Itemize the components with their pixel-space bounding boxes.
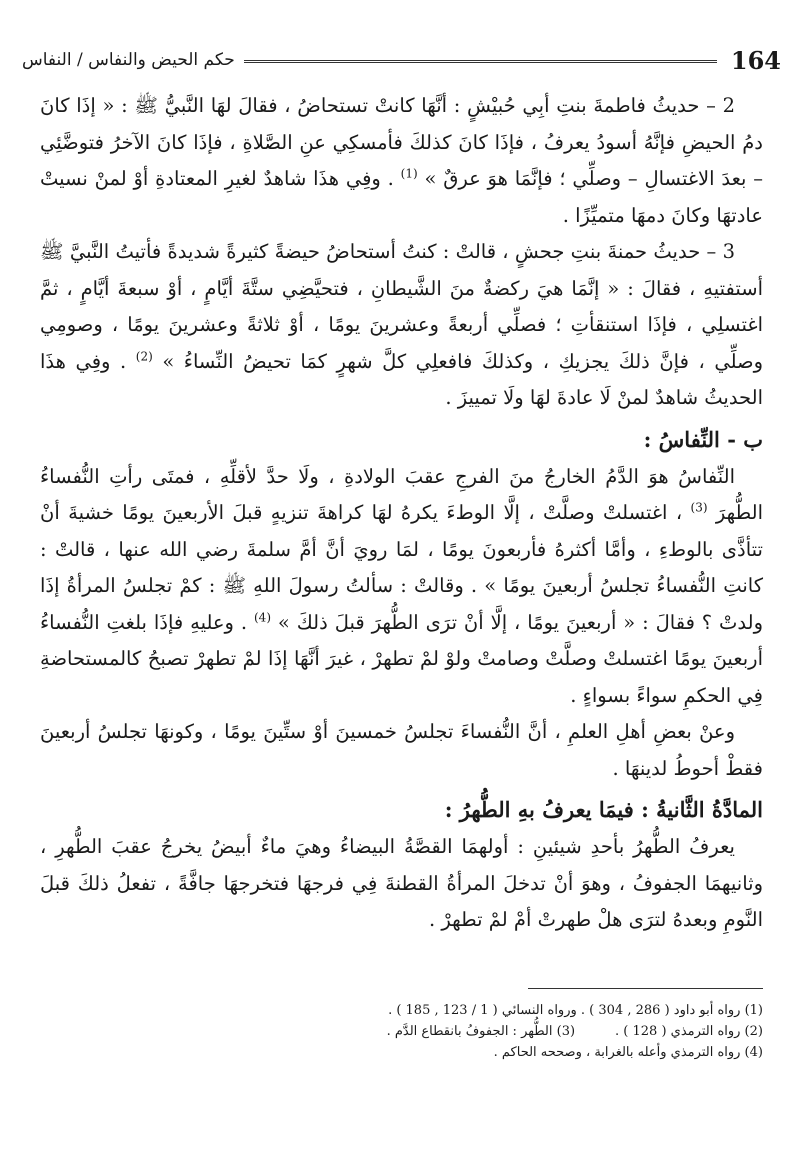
paragraph-nifas-definition (40, 459, 763, 715)
paragraph-text: . وعليهِ فإذَا بلغتِ النُّفساءُ أربعينَ يومًا اغتسلتْ وصلَّتْ وصامتْ ولوْ لمْ تطهرْ ، غيرَ أنَّهَا إذَا لمْ تطهرْ تصبحُ كالمستحاضةِ فِي الحكمِ سواءً بسواءٍ . (40, 610, 763, 707)
paragraph-purity-signs: يعرفُ الطُّهرُ بأحدِ شيئينِ : أولهمَا القصَّةُ البيضاءُ وهيَ ماءٌ أبيضُ يخرجُ عقبَ الطُّهرِ ، وثانيهمَا الجفوفُ ، وهوَ أنْ تدخلَ المرأةُ القطنةَ فِي فرجهَا فتخرجهَا جافَّةً ، تفعلُ ذلكَ قبلَ النَّومِ وبعدهُ لترَى هلْ طهرتْ أمْ لمْ تطهرْ . (40, 835, 763, 931)
footnote-ref-4: (4) (253, 610, 271, 624)
page-number: 164 (730, 46, 781, 75)
footnote-ref-2: (2) (135, 349, 153, 363)
running-title: حكم الحيض والنفاس / النفاس (22, 50, 235, 70)
paragraph-text: 3 – حديثُ حمنةَ بنتِ جحشٍ ، قالتْ : كنتُ أستحاضُ حيضةً كثيرةً شديدةً فأتيتُ النَّبيَّ ﷺ أستفتيهِ ، فقالَ : « إنَّمَا هيَ ركضةٌ منَ الشَّيطانِ ، فتحيَّضِي ستَّةَ أيَّامٍ ، أوْ سبعةَ أيَّامٍ ، ثمَّ اغتسلِي ، فإذَا استنقأتِ ؛ فصلِّي أربعةً وعشرينَ يومًا ، أوْ ثلاثةً وعشرينَ يومًا ، وصومِي وصلِّي ، فإنَّ ذلكَ يجزيكِ ، وكذلكَ فافعلِي كلَّ شهرٍ كمَا تحيضُ النِّساءُ » (40, 240, 764, 373)
paragraph-text: 2 – حديثُ فاطمةَ بنتِ أبِي حُبيْشٍ : أنَّهَا كانتْ تستحاضُ ، فقالَ لهَا النَّبيُّ ﷺ : « إذَا كانَ دمُ الحيضِ فإنَّهُ أسودُ يعرفُ ، فإذَا كانَ كذلكَ فأمسكِي عنِ الصَّلاةِ ، فإذَا كانَ الآخرُ فتوضَّئِي – بعدَ الاغتسالِ – وصلِّي ؛ فإنَّمَا هوَ عرقٌ » (40, 94, 763, 190)
paragraph-text: ، اغتسلتْ وصلَّتْ ، إلَّا الوطءَ يكرهُ لهَا كراهةَ تنزيهٍ قبلَ الأربعينَ يومًا خشيةَ أنْ تتأذَّى بالوطءِ ، وأمَّا أكثرهُ فأربعونَ يومًا ، لمَا رويَ أنَّ أمَّ سلمةَ رضي الله عنها ، قالتْ : كانتِ النُّفساءُ تجلسُ أربعينَ يومًا » . وقالتْ : سألتُ رسولَ اللهِ ﷺ : كمْ تجلسُ المرأةُ إذَا ولدتْ ؟ فقالَ : « أربعينَ يومًا ، إلَّا أنْ ترَى الطُّهرَ قبلَ ذلكَ » (40, 501, 763, 634)
footnote-separator (528, 988, 763, 989)
footnote-row-2-3 (40, 1021, 763, 1042)
paragraph-text: . وفِي هذَا شاهدٌ لغيرِ المعتادةِ أوْ لمنْ نسيتْ عادتهَا وكانَ دمهَا متميِّزًا . (40, 167, 763, 227)
paragraph-text: . وفِي هذَا الحديثُ شاهدٌ لمنْ لَا عادةَ لهَا ولَا تمييزَ . (40, 349, 763, 409)
page-header (22, 44, 781, 78)
paragraph-hadith-2 (40, 88, 763, 234)
footnote-4: (4) رواه الترمذي وأعله بالغرابة ، وصححه الحاكم . (493, 1045, 763, 1060)
footnote-1: (1) رواه أبو داود ( 286 , 304 ) . ورواه النسائي ( 1 / 123 , 185 ) . (388, 1003, 763, 1018)
footnote-2: (2) رواه الترمذي ( 128 ) . (615, 1024, 763, 1039)
section-heading-nifas: ب - النِّفاسُ : (643, 426, 763, 452)
footnote-ref-3: (3) (690, 500, 708, 515)
paragraph-text: النِّفاسُ هوَ الدَّمُ الخارجُ منَ الفرجِ عقبَ الولادةِ ، ولَا حدَّ لأقلِّهِ ، فمتَى رأتِ النُّفساءُ الطُّهرَ (40, 464, 763, 524)
footnote-3: (3) الطُّهر : الجفوفُ بانقطاع الدَّم . (386, 1024, 576, 1039)
footnotes (40, 1000, 763, 1063)
header-rule (244, 60, 717, 63)
paragraph-scholars-opinion: وعنْ بعضِ أهلِ العلمِ ، أنَّ النُّفساءَ تجلسُ خمسينَ أوْ ستِّينَ يومًا ، وكونهَا تجلسُ أربعينَ فقطْ أحوطُ لدينهَا . (40, 720, 763, 780)
page-body (40, 88, 763, 939)
section-heading-purity: المادَّةُ الثَّانيةُ : فيمَا يعرفُ بهِ الطُّهرُ : (444, 797, 763, 822)
paragraph-hadith-3 (40, 234, 763, 417)
footnote-ref-1: (1) (400, 166, 418, 181)
